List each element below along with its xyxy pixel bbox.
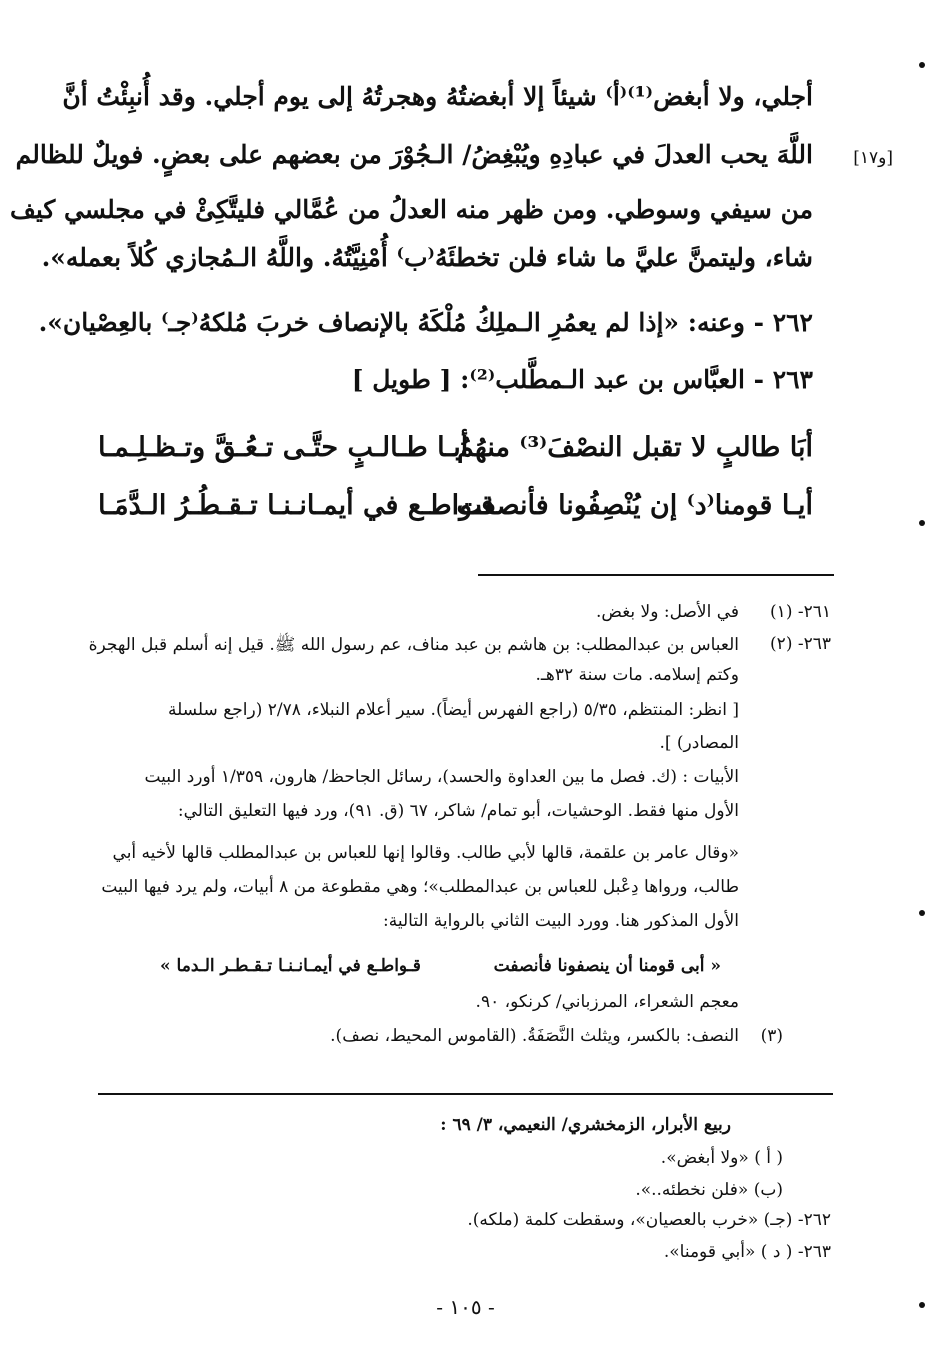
variants-separator [98,1093,833,1095]
variant-j-text: ٢٦٢- (جـ) «خرب بالعصيان»، وسقطت كلمة (ملكه). [467,1210,831,1230]
main-text-line-1: أجلي، ولا أبغض⁽¹⁾⁽أ⁾ شيئاً إلا أبغضتُهُ وهجرتُهُ إلى يوم أجلي. وقد أُنبِئْتُ أنَّ [62,82,813,111]
reference-line-2-text: المصادر) ]. [659,733,739,753]
main-text-line-2: اللَّهَ يحب العدلَ في عبادِهِ ويُبْغِضُ/ الـجُوْرَ من بعضهم على بعضٍ. فويلٌ للظالم [15,140,813,169]
item-262: ٢٦٢ - وعنه: «إذا لم يعمُرِ الـملِكُ مُلْكَهُ بالإنصاف خربَ مُلكهُ⁽جـ⁾ بالعِصْيان». [38,308,813,337]
footnote-2-continued-text: وكتم إسلامه. مات سنة ٣٢هـ. [535,665,739,685]
verse-2-first-hemistich: أيـا قومنا⁽د⁾ إن يُنْصِفُونا فأنصفت [456,490,813,521]
item-263-heading: ٢٦٣ - العبَّاس بن عبد الـمطَّلب⁽²⁾: [ طويل ] [351,365,813,394]
quote-line-2-text: طالب، ورواها دِعْبل للعباس بن عبدالمطلب»؛ وهي مقطوعة من ٨ أبيات، ولم يرد فيها البيت [101,877,739,897]
verse-1-second-hemistich: أبـا طـالـبٍ حتَّـى تـعُـقَّ وتـظـلِـمـا [98,432,469,463]
variants-source-text: ربيع الأبرار، الزمخشري/ النعيمي، ٣/ ٦٩ : [440,1115,731,1135]
footnote-1-text: في الأصل: ولا بغض. [595,602,739,622]
variant-verse-second-hemistich: قـواطـع في أيمـانـنـا تـقـطـر الـدما » [160,956,421,976]
scan-speck [919,62,925,68]
mujam-reference-text: معجم الشعراء، المرزباني/ كرنكو، ٩٠. [475,992,739,1012]
footnote-3-number: (٣) [760,1026,783,1046]
abyat-line-1-text: الأبيات : (ك. فصل ما بين العداوة والحسد)، رسائل الجاحظ/ هارون، ١/٣٥٩ أورد البيت [144,767,739,787]
reference-line-1-text: [ انظر: المنتظم، ٥/٣٥ (راجع الفهرس أيضاً). سير أعلام النبلاء، ٢/٧٨ (راجع سلسلة [168,700,739,720]
verse-1-first-hemistich: أبَا طالبٍ لا تقبل النصْفَ⁽³⁾ منهُمُ [456,432,813,463]
quote-line-1-text: «وقال عامر بن علقمة، قالها لأبي طالب. وقالوا إنها للعباس بن عبدالمطلب قالها لأخيه أبي [112,843,739,863]
variant-d-text: ٢٦٣- ( د ) «أبي قومنا». [663,1242,831,1262]
page-number: - ١٠٥ - [436,1295,495,1319]
variant-verse-first-hemistich: « أبى قومنا أن ينصفونا فأنصفت [493,956,721,976]
footnote-2-number: ٢٦٣- (٢) [770,634,831,654]
footnote-2-text: العباس بن عبدالمطلب: بن هاشم بن عبد مناف، عم رسول الله ﷺ. قيل إنه أسلم قبل الهجرة [88,635,739,655]
scan-speck [919,520,925,526]
variant-a-text: ( أ ) «ولا أبغض». [660,1148,783,1168]
quote-line-3-text: الأول المذكور هنا. وورد البيت الثاني بالرواية التالية: [382,911,739,931]
abyat-line-2-text: الأول منها فقط. الوحشيات، أبو تمام/ شاكر، ٦٧ (ق. ٩١)، ورد فيها التعليق التالي: [177,801,739,821]
folio-margin-note: [و١٧] [853,148,893,168]
footnote-3-text: النصف: بالكسر، ويثلث النَّصَفَةُ. (القاموس المحيط، نصف). [330,1026,739,1046]
footnote-separator [478,574,834,576]
scan-speck [919,910,925,916]
main-text-line-4: شاء، وليتمنَّ عليَّ ما شاء فلن تخطئَهُ⁽ب⁾ أُمْنِيَّتُهُ. واللَّهُ الـمُجازي كُلاً بعمله». [41,243,813,272]
variant-b-text: (ب) «فلن نخطئه..». [635,1180,783,1200]
scan-speck [919,1302,925,1308]
main-text-line-3: من سيفي وسوطي. ومن ظهر منه العدلُ من عُمَّالي فليتَّكِئْ في مجلسي كيف [9,195,813,224]
footnote-1-number: ٢٦١- (١) [770,602,831,622]
verse-2-second-hemistich: قـواطـع في أيمـانـنـا تـقـطُـرُ الـدَّمَـا [98,490,494,521]
